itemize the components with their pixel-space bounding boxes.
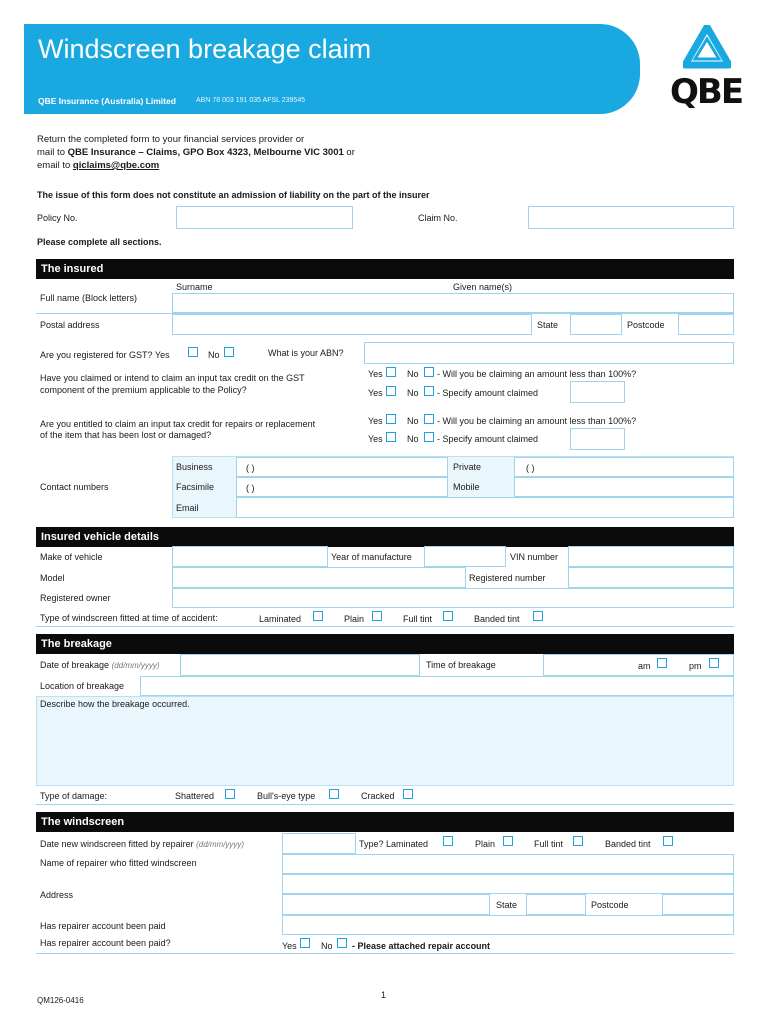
full-name-label: Full name (Block letters) xyxy=(40,293,138,303)
date-fitted-label xyxy=(40,839,244,849)
intro-line: email to xyxy=(37,160,73,171)
year-label: Year of manufacture xyxy=(331,552,412,562)
abn-question: What is your ABN? xyxy=(268,348,344,358)
postcode-input[interactable] xyxy=(678,314,734,335)
private-phone-input[interactable] xyxy=(514,457,734,477)
cracked-checkbox[interactable] xyxy=(403,789,413,799)
registered-number-label: Registered number xyxy=(469,573,546,583)
attach-account-note: - Please attached repair account xyxy=(352,941,491,951)
breakage-date-text: Date of breakage xyxy=(40,660,110,670)
itc-yes2-checkbox[interactable] xyxy=(386,386,396,396)
area-code-parens: ( ) xyxy=(526,463,535,473)
postcode-label: Postcode xyxy=(627,320,665,330)
banded-tint-label: Banded tint xyxy=(474,614,520,624)
section-insured-heading: The insured xyxy=(36,259,734,279)
divider xyxy=(36,953,734,954)
laminated-checkbox[interactable] xyxy=(313,611,323,621)
plain-checkbox[interactable] xyxy=(372,611,382,621)
itc-yes-checkbox[interactable] xyxy=(386,367,396,377)
email-input[interactable] xyxy=(236,497,734,518)
model-input[interactable] xyxy=(172,567,466,588)
breakage-date-input[interactable] xyxy=(180,654,420,676)
full-name-input[interactable] xyxy=(172,293,734,313)
plain-label: Plain xyxy=(344,614,365,624)
facsimile-label: Facsimile xyxy=(176,482,215,492)
repairer-address-input[interactable] xyxy=(282,874,734,894)
year-input[interactable] xyxy=(424,546,506,567)
entitled-no-checkbox[interactable] xyxy=(424,414,434,424)
full-tint-label: Full tint xyxy=(403,614,433,624)
surname-label: Surname xyxy=(176,282,213,292)
ws-full-tint-checkbox[interactable] xyxy=(573,836,583,846)
private-label: Private xyxy=(453,462,482,472)
mobile-input[interactable] xyxy=(514,477,734,497)
facsimile-input[interactable] xyxy=(236,477,448,497)
date-format-hint: (dd/mm/yyyy) xyxy=(111,661,160,670)
paid-no-label: No xyxy=(321,941,333,951)
complete-all-note: Please complete all sections. xyxy=(37,237,162,247)
policy-no-input[interactable] xyxy=(176,206,353,229)
description-textarea[interactable] xyxy=(36,696,734,786)
date-format-hint: (dd/mm/yyyy) xyxy=(196,840,245,849)
intro-text xyxy=(37,133,397,172)
yes-label: Yes xyxy=(368,416,383,426)
laminated-label: Laminated xyxy=(259,614,302,624)
gst-yes-checkbox[interactable] xyxy=(188,347,198,357)
repairer-name-label: Name of repairer who fitted windscreen xyxy=(40,858,197,868)
bullseye-label: Bull's-eye type xyxy=(257,791,316,801)
gst-no-checkbox[interactable] xyxy=(224,347,234,357)
vin-label: VIN number xyxy=(510,552,559,562)
damage-type-label: Type of damage: xyxy=(40,791,108,801)
divider xyxy=(36,626,734,627)
describe-label-overlay: Describe how the breakage occurred. xyxy=(40,699,190,709)
am-label: am xyxy=(638,661,651,671)
email-label: Email xyxy=(176,503,199,513)
yes-label: Yes xyxy=(368,434,383,444)
yes-label: Yes xyxy=(368,369,383,379)
itc-no-checkbox[interactable] xyxy=(424,367,434,377)
claim-no-input[interactable] xyxy=(528,206,734,229)
postal-address-label: Postal address xyxy=(40,320,100,330)
am-checkbox[interactable] xyxy=(657,658,667,668)
mail-address: QBE Insurance – Claims, GPO Box 4323, Melbourne VIC 3001 xyxy=(67,147,344,158)
section-vehicle-heading: Insured vehicle details xyxy=(36,527,734,547)
divider xyxy=(36,804,734,805)
type-laminated-label: Type? Laminated xyxy=(359,839,429,849)
paid-yes-checkbox[interactable] xyxy=(300,938,310,948)
business-phone-input[interactable] xyxy=(236,457,448,477)
gst-question: Are you registered for GST? Yes xyxy=(40,350,170,360)
given-names-label: Given name(s) xyxy=(453,282,513,292)
ws-postcode-input[interactable] xyxy=(662,894,734,915)
ws-postcode-label: Postcode xyxy=(591,900,629,910)
paid-no-checkbox[interactable] xyxy=(337,938,347,948)
no-label: No xyxy=(407,388,419,398)
windscreen-type-question: Type of windscreen fitted at time of accident: xyxy=(40,613,218,623)
shattered-label: Shattered xyxy=(175,791,215,801)
repairer-address-line2-input[interactable] xyxy=(282,894,490,915)
account-paid-question: Has repairer account been paid? xyxy=(40,938,171,948)
postal-address-input[interactable] xyxy=(172,314,532,335)
ws-banded-tint-checkbox[interactable] xyxy=(663,836,673,846)
registered-owner-label: Registered owner xyxy=(40,593,111,603)
model-label: Model xyxy=(40,573,65,583)
itc-question-line1: Have you claimed or intend to claim an input tax credit on the GST xyxy=(40,373,305,383)
ws-banded-tint-label: Banded tint xyxy=(605,839,651,849)
date-fitted-input[interactable] xyxy=(282,833,356,854)
area-code-parens: ( ) xyxy=(246,483,255,493)
email-link[interactable]: qiclaims@qbe.com xyxy=(72,160,160,171)
section-breakage-heading: The breakage xyxy=(36,634,734,654)
page-title: Windscreen breakage claim xyxy=(38,34,372,64)
page-number: 1 xyxy=(381,990,387,1000)
location-input[interactable] xyxy=(140,676,734,696)
gst-no-label: No xyxy=(208,350,220,360)
no-label: No xyxy=(407,416,419,426)
no-label: No xyxy=(407,434,419,444)
less-than-100-question: - Will you be claiming an amount less than 100%? xyxy=(437,369,637,379)
itc-question-line2: component of the premium applicable to the Policy? xyxy=(40,385,247,395)
paid-yes-label: Yes xyxy=(282,941,297,951)
banded-tint-checkbox[interactable] xyxy=(533,611,543,621)
disclaimer: The issue of this form does not constitute an admission of liability on the part of the insurer xyxy=(37,190,430,200)
policy-no-label: Policy No. xyxy=(37,213,78,223)
breakage-date-label xyxy=(40,660,160,670)
logo-text: QBE xyxy=(670,72,743,112)
itc-no2-checkbox[interactable] xyxy=(424,386,434,396)
ws-state-input[interactable] xyxy=(526,894,586,915)
abn-input[interactable] xyxy=(364,342,734,364)
bullseye-checkbox[interactable] xyxy=(329,789,339,799)
vin-input[interactable] xyxy=(568,546,734,567)
repairer-name-input[interactable] xyxy=(282,854,734,874)
breakage-time-label: Time of breakage xyxy=(426,660,496,670)
ws-laminated-checkbox[interactable] xyxy=(443,836,453,846)
intro-line: Return the completed form to your financial services provider or xyxy=(37,134,305,145)
entitled-yes-checkbox[interactable] xyxy=(386,414,396,424)
pm-checkbox[interactable] xyxy=(709,658,719,668)
ws-plain-checkbox[interactable] xyxy=(503,836,513,846)
business-label: Business xyxy=(176,462,213,472)
registered-owner-input[interactable] xyxy=(172,588,734,608)
ws-plain-label: Plain xyxy=(475,839,496,849)
account-paid-input[interactable] xyxy=(282,915,734,935)
area-code-parens: ( ) xyxy=(246,463,255,473)
no-label: No xyxy=(407,369,419,379)
intro-line: mail to xyxy=(37,147,68,158)
amount-claimed-input[interactable] xyxy=(570,381,625,403)
amount-claimed2-input[interactable] xyxy=(570,428,625,450)
intro-line: or xyxy=(343,147,355,158)
less-than-100-question: - Will you be claiming an amount less than 100%? xyxy=(437,416,637,426)
qbe-logo-icon xyxy=(683,25,731,69)
company-name: QBE Insurance (Australia) Limited xyxy=(38,96,176,106)
entitled-yes2-checkbox[interactable] xyxy=(386,432,396,442)
full-tint-checkbox[interactable] xyxy=(443,611,453,621)
make-input[interactable] xyxy=(172,546,328,567)
date-fitted-text: Date new windscreen fitted by repairer xyxy=(40,839,194,849)
pm-label: pm xyxy=(689,661,702,671)
account-paid-label: Has repairer account been paid xyxy=(40,921,166,931)
entitled-question-line1: Are you entitled to claim an input tax credit for repairs or replacement xyxy=(40,419,316,429)
specify-amount-label: - Specify amount claimed xyxy=(437,434,539,444)
entitled-question-line2: of the item that has been lost or damaged? xyxy=(40,430,212,440)
header-banner xyxy=(24,24,640,114)
entitled-no2-checkbox[interactable] xyxy=(424,432,434,442)
yes-label: Yes xyxy=(368,388,383,398)
registered-number-input[interactable] xyxy=(568,567,734,588)
form-code: QM126-0416 xyxy=(37,996,84,1005)
location-label: Location of breakage xyxy=(40,681,125,691)
make-label: Make of vehicle xyxy=(40,552,103,562)
shattered-checkbox[interactable] xyxy=(225,789,235,799)
contact-numbers-label: Contact numbers xyxy=(40,482,109,492)
state-label: State xyxy=(537,320,559,330)
claim-no-label: Claim No. xyxy=(418,213,458,223)
specify-amount-label: - Specify amount claimed xyxy=(437,388,539,398)
ws-state-label: State xyxy=(496,900,518,910)
abn-text: ABN 78 003 191 035 AFSL 239545 xyxy=(196,97,306,104)
ws-full-tint-label: Full tint xyxy=(534,839,564,849)
state-input[interactable] xyxy=(570,314,622,335)
cracked-label: Cracked xyxy=(361,791,395,801)
section-windscreen-heading: The windscreen xyxy=(36,812,734,832)
repairer-address-label: Address xyxy=(40,890,74,900)
mobile-label: Mobile xyxy=(453,482,480,492)
